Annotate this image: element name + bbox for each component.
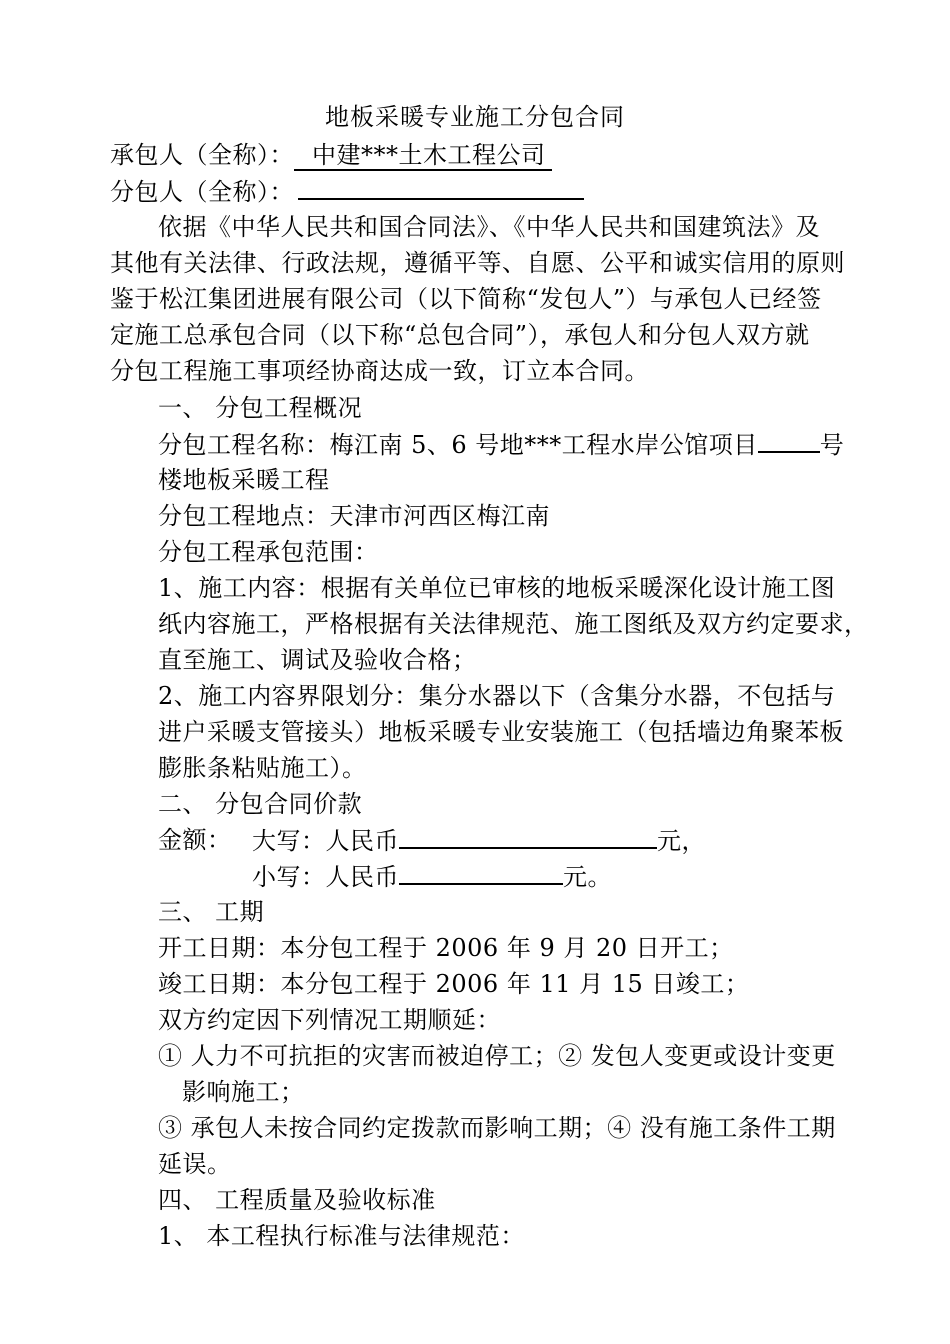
start-date: 开工日期：本分包工程于 2006 年 9 月 20 日开工； (158, 934, 734, 962)
project-location: 分包工程地点：天津市河西区梅江南 (158, 502, 550, 530)
amount-upper-suffix: 元， (657, 827, 706, 855)
project-name-line-2: 楼地板采暖工程 (158, 466, 330, 494)
amount-upper (252, 825, 706, 856)
project-name-line (158, 429, 844, 460)
delay-condition-1-2-cont: 影响施工； (182, 1078, 305, 1106)
scope-item2-line1: 2、施工内容界限划分：集分水器以下（含集分水器，不包括与 (158, 682, 836, 710)
intro-line-3: 鉴于松江集团进展有限公司（以下简称“发包人”）与承包人已经签 (110, 285, 822, 313)
amount-lower-suffix: 元。 (563, 863, 612, 891)
subcontractor-line (110, 176, 584, 207)
scope-item2-line3: 膨胀条粘贴施工）。 (158, 754, 367, 782)
project-name-suffix: 号 (819, 431, 845, 459)
delay-condition-1-2: ① 人力不可抗拒的灾害而被迫停工；② 发包人变更或设计变更 (158, 1042, 836, 1070)
amount-upper-label: 大写：人民币 (252, 827, 399, 855)
contractor-line (110, 140, 552, 170)
amount-lower-blank (399, 861, 563, 885)
end-date: 竣工日期：本分包工程于 2006 年 11 月 15 日竣工； (158, 970, 750, 998)
amount-lower-label: 小写：人民币 (252, 863, 399, 891)
intro-line-4: 定施工总承包合同（以下称“总包合同”），承包人和分包人双方就 (110, 321, 810, 349)
standards-item1: 1、 本工程执行标准与法律规范： (158, 1222, 525, 1250)
contractor-name: 中建***土木工程公司 (294, 141, 552, 171)
scope-item1-line3: 直至施工、调试及验收合格； (158, 646, 477, 674)
building-number-blank (758, 429, 820, 453)
amount-label: 金额： (158, 826, 232, 854)
section2-heading: 二、 分包合同价款 (158, 790, 363, 818)
section4-heading: 四、 工程质量及验收标准 (158, 1186, 436, 1214)
subcontractor-label: 分包人（全称）： (110, 178, 294, 206)
section1-heading: 一、 分包工程概况 (158, 394, 363, 422)
delay-condition-3-4-cont: 延误。 (158, 1150, 232, 1178)
scope-item2-line2: 进户采暖支管接头）地板采暖专业安装施工（包括墙边角聚苯板 (158, 718, 844, 746)
amount-lower (252, 861, 612, 892)
project-scope: 分包工程承包范围： (158, 538, 379, 566)
amount-upper-blank (399, 825, 657, 849)
delay-condition-3-4: ③ 承包人未按合同约定拨款而影响工期；④ 没有施工条件工期 (158, 1114, 836, 1142)
intro-line-5: 分包工程施工事项经协商达成一致，订立本合同。 (110, 357, 649, 385)
scope-item1-line2: 纸内容施工，严格根据有关法律规范、施工图纸及双方约定要求， (158, 610, 869, 638)
scope-item1-line1: 1、施工内容：根据有关单位已审核的地板采暖深化设计施工图 (158, 574, 836, 602)
intro-line-2: 其他有关法律、行政法规，遵循平等、自愿、公平和诚实信用的原则 (110, 249, 845, 277)
delay-intro: 双方约定因下列情况工期顺延： (158, 1006, 501, 1034)
contractor-label: 承包人（全称）： (110, 141, 294, 169)
intro-line-1: 依据《中华人民共和国合同法》、《中华人民共和国建筑法》及 (158, 213, 820, 241)
subcontractor-blank (298, 176, 584, 200)
section3-heading: 三、 工期 (158, 898, 265, 926)
document-title: 地板采暖专业施工分包合同 (325, 103, 625, 131)
project-name-prefix: 分包工程名称：梅江南 5、6 号地***工程水岸公馆项目 (158, 431, 758, 459)
amount-upper-line (158, 825, 232, 855)
